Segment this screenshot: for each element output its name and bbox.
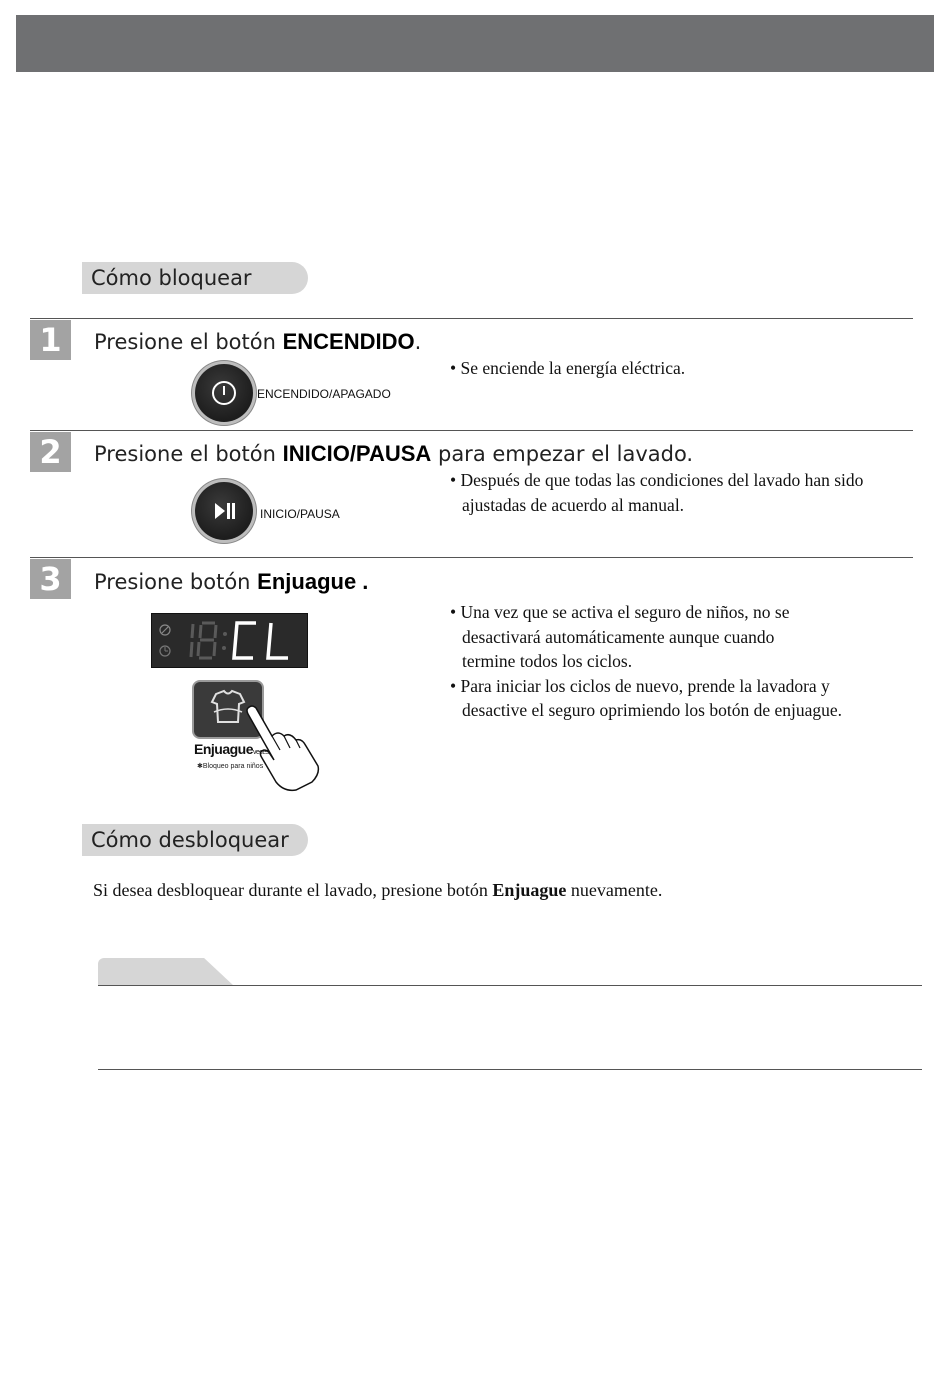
power-icon <box>195 364 253 422</box>
display-icons <box>152 614 307 667</box>
play-pause-icon <box>195 482 253 540</box>
child-lock-label: ✱Bloqueo para niños <box>197 763 264 770</box>
divider <box>30 430 913 431</box>
note-bottom-rule <box>98 1069 922 1070</box>
lock-heading: Cómo bloquear <box>82 262 308 294</box>
divider <box>30 318 913 319</box>
header-bar <box>16 15 934 72</box>
step-2-note: • Después de que todas las condiciones del lavado han sido ajustadas de acuerdo al manual. <box>450 470 864 515</box>
start-pause-button[interactable] <box>195 482 253 540</box>
display-text <box>0 0 1 1</box>
step-3-note: • Una vez que se activa el seguro de niños, no se desactivará automáticamente aunque cuando termine todos los ciclos. • Para iniciar los ciclos de nuevo, prende la lavadora y desactive el seguro oprimiendo los botón de enjuague. <box>450 602 843 720</box>
step-title: Presione el botón INICIO/PAUSA para empezar el lavado. <box>94 441 694 466</box>
unlock-heading: Cómo desbloquear <box>82 824 308 856</box>
unlock-instructions: Si desea desbloquear durante el lavado, presione botón Enjuague nuevamente. <box>93 880 663 900</box>
start-pause-button-caption: INICIO/PAUSA <box>260 507 340 521</box>
power-button-caption: ENCENDIDO/APAGADO <box>257 387 391 401</box>
power-button[interactable] <box>195 364 253 422</box>
step-number: 2 <box>30 432 71 472</box>
note-top-rule <box>98 985 922 986</box>
step-title: Presione botón Enjuague . <box>94 569 369 594</box>
step-number: 3 <box>30 559 71 599</box>
step-1-note: • Se enciende la energía eléctrica. <box>450 358 686 378</box>
note-tab <box>98 958 234 986</box>
display-panel <box>151 613 308 668</box>
rinse-button-label: Enjuagueveces <box>194 741 269 757</box>
divider <box>30 557 913 558</box>
step-number: 1 <box>30 320 71 360</box>
step-title: Presione el botón ENCENDIDO. <box>94 329 422 354</box>
